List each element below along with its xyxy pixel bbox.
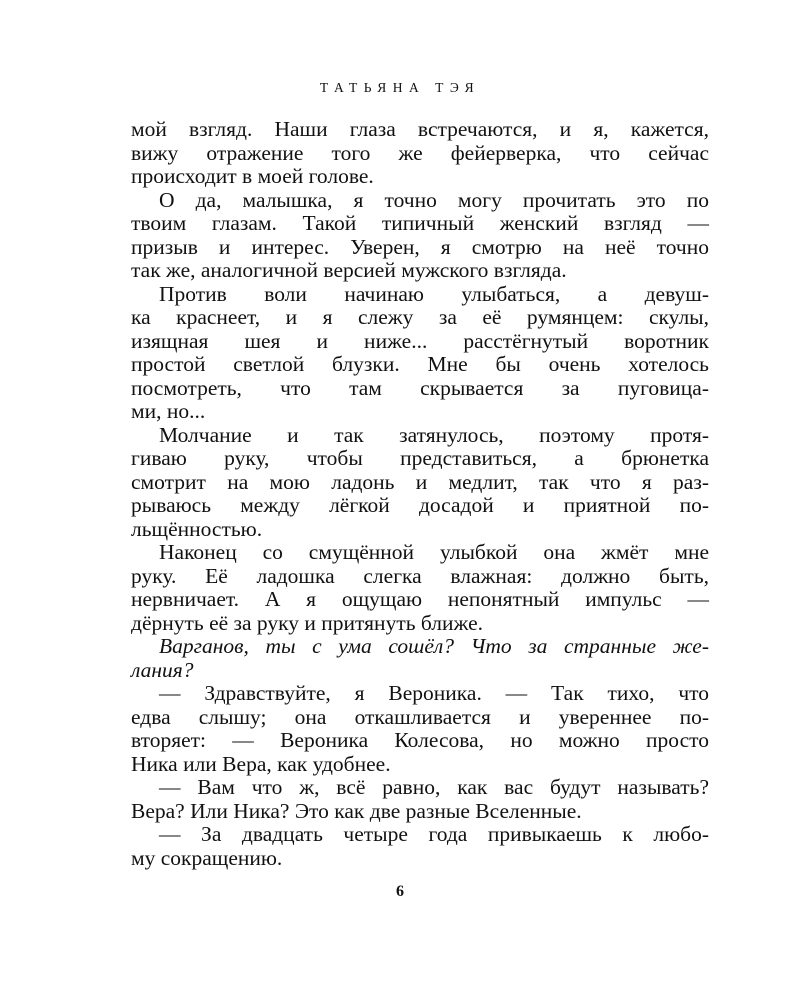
text-line: изящная шея и ниже... расстёгнутый воротник [131, 328, 709, 353]
running-header: ТАТЬЯНА ТЭЯ [319, 80, 481, 95]
body-text [131, 118, 709, 870]
text-line: лания? [131, 657, 194, 682]
text-line: рываюсь между лёгкой досадой и приятной по- [131, 493, 709, 517]
text-line: так же, аналогичной версией мужского взгляда. [131, 258, 567, 282]
text-line: Наконец со смущённой улыбкой она жмёт мне [159, 540, 709, 564]
text-line: — Вам что ж, всё равно, как вас будут называть? [159, 775, 709, 799]
text-line: дёрнуть её за руку и притянуть ближе. [131, 610, 484, 635]
text-line: му сокращению. [131, 845, 283, 870]
text-line: Против воли начинаю улыбаться, а девуш- [159, 281, 709, 306]
text-line: вторяет: — Вероника Колесова, но можно просто [131, 728, 709, 752]
text-line: ми, но... [131, 399, 206, 423]
text-line: Молчание и так затянулось, поэтому протя- [159, 422, 709, 447]
text-line: Варганов, ты с ума сошёл? Что за странные же- [159, 634, 709, 658]
text-line: гиваю руку, чтобы представиться, а брюнетка [131, 446, 709, 470]
text-line: льщённостью. [131, 516, 263, 541]
text-line: руку. Её ладошка слегка влажная: должно быть, [131, 563, 709, 588]
text-line: смотрит на мою ладонь и медлит, так что я раз- [131, 469, 709, 494]
text-line: твоим глазам. Такой типичный женский взгляд — [131, 211, 709, 235]
page-number: 6 [396, 883, 404, 900]
text-line: Вера? Или Ника? Это как две разные Вселенные. [131, 798, 582, 823]
text-line: посмотреть, что там скрывается за пуговица- [131, 375, 709, 400]
text-line: призыв и интерес. Уверен, я смотрю на неё точно [131, 234, 709, 259]
text-line: вижу отражение того же фейерверка, что сейчас [131, 140, 709, 165]
text-line: мой взгляд. Наши глаза встречаются, и я, кажется, [131, 117, 709, 141]
text-line: Ника или Вера, как удобнее. [131, 751, 391, 776]
text-line: О да, малышка, я точно могу прочитать это по [159, 187, 709, 212]
text-line: едва слышу; она откашливается и увереннее по- [131, 704, 709, 729]
text-line: происходит в моей голове. [131, 164, 374, 188]
text-line: ка краснеет, и я слежу за её румянцем: скулы, [131, 305, 709, 329]
text-line: нервничает. А я ощущаю непонятный импульс — [131, 587, 709, 611]
text-line: — За двадцать четыре года привыкаешь к любо- [159, 822, 709, 846]
text-line: простой светлой блузки. Мне бы очень хотелось [131, 352, 709, 376]
text-line: — Здравствуйте, я Вероника. — Так тихо, что [159, 681, 709, 705]
